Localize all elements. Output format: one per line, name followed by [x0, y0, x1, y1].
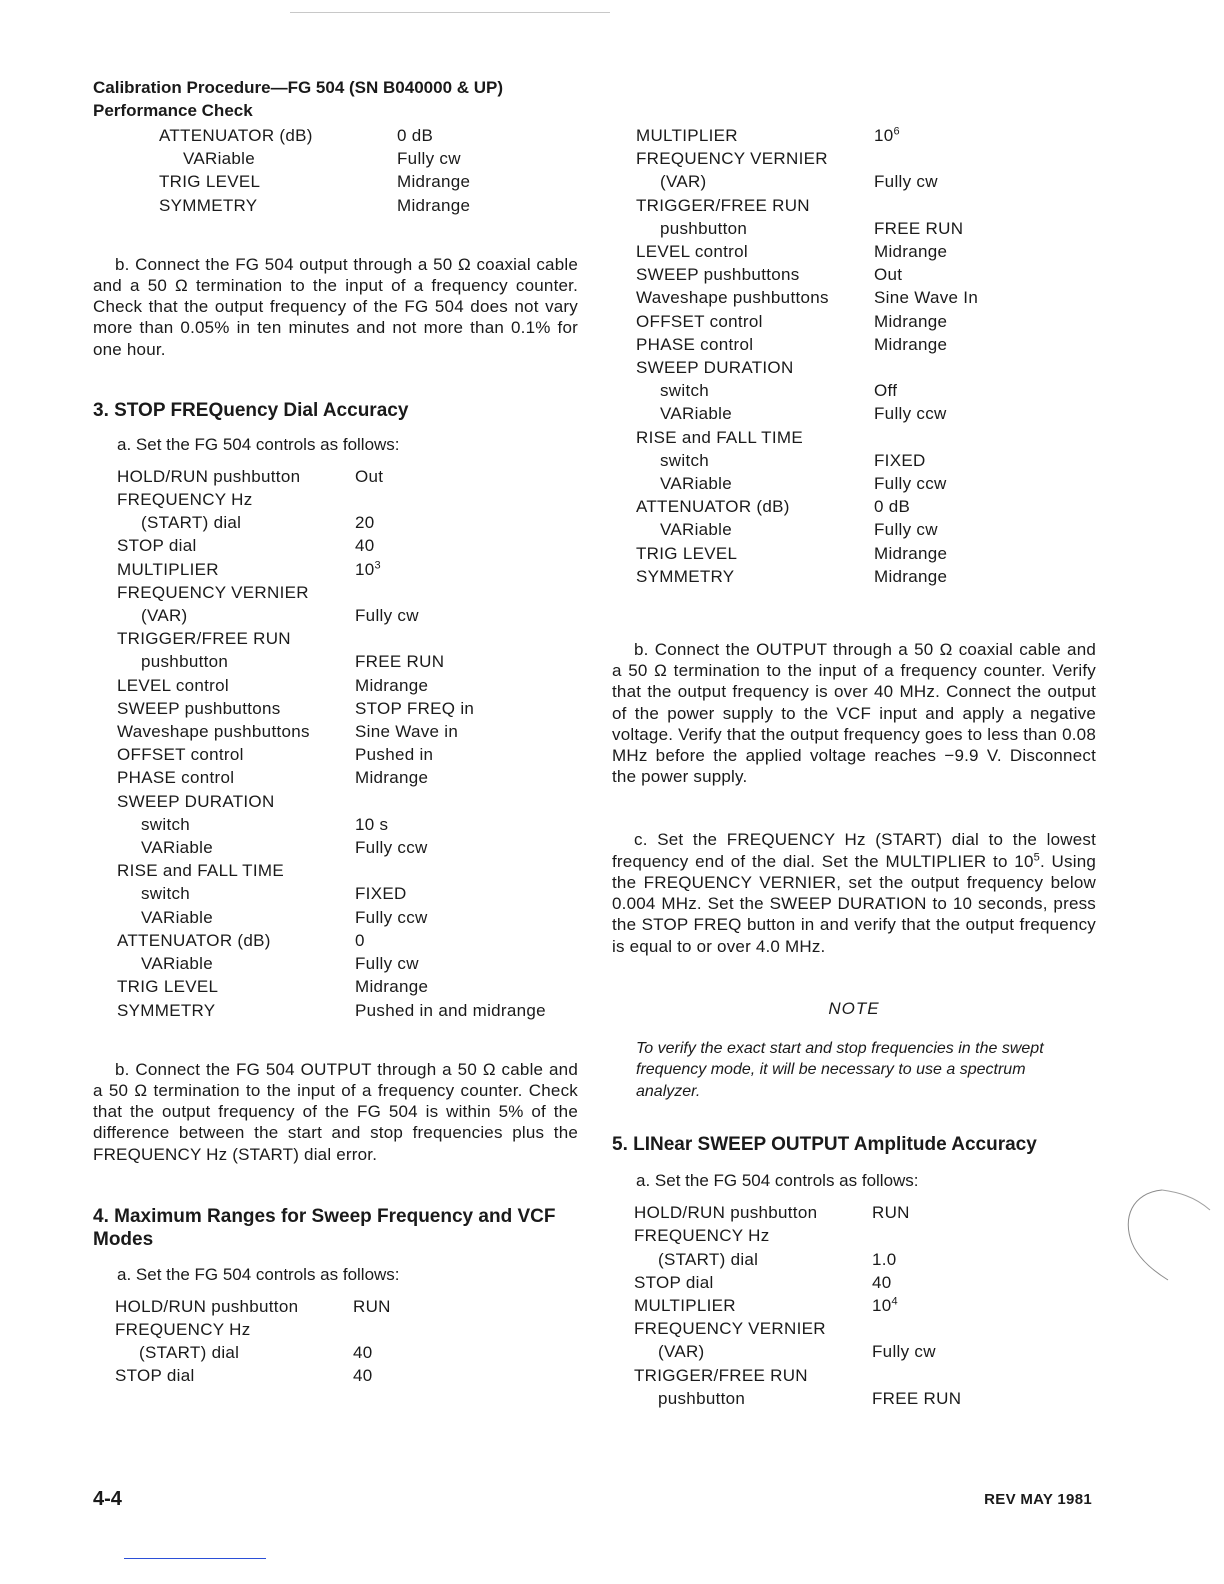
section-4b-text: b. Connect the OUTPUT through a 50 Ω coaxial cable and a 50 Ω termination to the input of a frequency counter. Verify that the output frequency is over 40 MHz. Connect the output of the power supply to the VCF input and apply a negative voltage. Verify that the output frequency goes to less than 0.08 MHz before the applied voltage reaches −9.9 V. Disconnect the power supply. [612, 640, 1096, 787]
control-setting: FREE RUN [355, 652, 445, 672]
control-setting: Midrange [874, 334, 948, 354]
control-setting: 40 [355, 536, 375, 556]
control-name: LEVEL control [636, 242, 748, 262]
control-row [636, 449, 978, 472]
control-name: STOP dial [117, 536, 197, 556]
control-setting: 0 dB [874, 497, 911, 517]
control-setting: Fully ccw [355, 838, 428, 858]
note-body: To verify the exact start and stop frequencies in the swept frequency mode, it will be necessary to use a spectrum analyzer. [636, 1039, 1044, 1100]
control-row [636, 495, 978, 518]
control-name: ATTENUATOR (dB) [636, 497, 790, 517]
control-setting [872, 1317, 961, 1340]
control-setting: 40 [353, 1343, 373, 1363]
control-name: VARiable [660, 520, 733, 540]
control-name: VARiable [141, 838, 214, 858]
control-row [636, 263, 978, 286]
control-name: RISE and FALL TIME [117, 861, 284, 881]
control-row [636, 565, 978, 588]
section-4-controls-table [115, 1295, 391, 1388]
control-name: (VAR) [660, 172, 707, 192]
page-header [93, 76, 503, 122]
control-row [117, 952, 546, 975]
control-row [117, 534, 546, 557]
control-setting: Pushed in [355, 745, 434, 765]
control-name: HOLD/RUN pushbutton [115, 1296, 299, 1316]
control-setting: FIXED [355, 884, 407, 904]
note-title: NOTE [828, 998, 880, 1018]
control-row [117, 929, 546, 952]
control-name: ATTENUATOR (dB) [159, 126, 313, 145]
control-name: switch [660, 381, 710, 401]
control-row [634, 1271, 961, 1294]
control-row [636, 147, 978, 170]
control-row [634, 1364, 961, 1387]
control-setting: STOP FREQ in [355, 698, 475, 718]
control-name: (START) dial [658, 1249, 759, 1269]
control-setting [874, 356, 978, 379]
control-row [117, 999, 546, 1022]
control-row [117, 790, 546, 813]
margin-pencil-mark [1122, 1188, 1212, 1288]
control-setting [355, 627, 546, 650]
control-setting: Midrange [397, 172, 471, 192]
control-name: (START) dial [139, 1343, 240, 1363]
control-row [117, 766, 546, 789]
control-setting: $10^4$ [872, 1295, 898, 1316]
control-name: VARiable [141, 907, 214, 927]
control-setting: Out [355, 466, 384, 486]
control-name: PHASE control [636, 334, 754, 354]
control-setting: Midrange [874, 242, 948, 262]
control-name: HOLD/RUN pushbutton [634, 1203, 818, 1223]
control-row [636, 402, 978, 425]
left-column [93, 124, 578, 1388]
header-subtitle: Performance Check [93, 101, 253, 120]
control-name: TRIGGER/FREE RUN [636, 195, 810, 215]
control-name: SYMMETRY [159, 195, 258, 215]
control-setting: Fully ccw [355, 907, 428, 927]
control-row [159, 147, 470, 170]
section-4c-text-pre: c. Set the FREQUENCY Hz (START) dial to the lowest frequency end of the dial. Set the MULTIPLIER to 10 [612, 830, 1096, 871]
control-row [636, 333, 978, 356]
bottom-link-underline [124, 1558, 266, 1559]
control-name: MULTIPLIER [117, 559, 219, 579]
control-name: VARiable [660, 404, 733, 424]
control-name: pushbutton [658, 1388, 746, 1408]
control-name: SYMMETRY [117, 1000, 216, 1020]
control-name: switch [660, 450, 710, 470]
section-5-controls-table [634, 1201, 961, 1410]
control-name: (START) dial [141, 513, 242, 533]
control-setting [872, 1224, 961, 1247]
setting-exponent: 4 [891, 1295, 898, 1308]
control-setting: RUN [353, 1296, 391, 1316]
control-name: pushbutton [141, 652, 229, 672]
control-row [117, 511, 546, 534]
control-setting: RUN [872, 1203, 910, 1223]
control-name: SWEEP pushbuttons [117, 698, 281, 718]
control-row [636, 472, 978, 495]
control-row [634, 1201, 961, 1224]
control-setting: FIXED [874, 450, 926, 470]
section-3b-text: b. Connect the FG 504 OUTPUT through a 50 Ω cable and a 50 Ω termination to the input of a frequency counter. Check that the output frequency of the FG 504 is within 5% of the difference between the start and stop frequencies plus the FREQUENCY Hz (START) dial error. [93, 1059, 578, 1164]
section-4c-text-post: . Using the FREQUENCY VERNIER, set the output frequency below 0.004 MHz. Set the SWEEP DURATION to 10 seconds, press the STOP FREQ button in and verify that the output frequency is equal to or over 4.0 MHz. [612, 851, 1096, 956]
control-row [117, 813, 546, 836]
top-controls-table [159, 124, 470, 217]
control-setting: Midrange [355, 977, 429, 997]
control-row [117, 627, 546, 650]
control-setting [874, 147, 978, 170]
control-setting [355, 790, 546, 813]
control-name: (VAR) [141, 606, 188, 626]
section-4-lead: a. Set the FG 504 controls as follows: [117, 1264, 400, 1284]
control-setting: Sine Wave In [874, 288, 979, 308]
control-name: FREQUENCY VERNIER [636, 149, 828, 169]
control-name: RISE and FALL TIME [636, 427, 803, 447]
control-row [636, 194, 978, 217]
control-row [636, 217, 978, 240]
control-name: TRIG LEVEL [636, 543, 738, 563]
control-row [636, 356, 978, 379]
control-name: FREQUENCY Hz [117, 490, 253, 510]
control-row [117, 697, 546, 720]
control-row [117, 581, 546, 604]
control-setting: 40 [353, 1366, 373, 1386]
control-name: pushbutton [660, 218, 748, 238]
section-5-controls-wrap [612, 1201, 1096, 1410]
control-row [636, 286, 978, 309]
control-name: SYMMETRY [636, 566, 735, 586]
control-name: ATTENUATOR (dB) [117, 930, 271, 950]
setting-exponent: 3 [374, 558, 381, 571]
control-setting: Fully ccw [874, 474, 947, 494]
control-name: (VAR) [658, 1342, 705, 1362]
control-row [634, 1340, 961, 1363]
control-setting: 40 [872, 1272, 892, 1292]
control-name: FREQUENCY VERNIER [117, 582, 309, 602]
control-row [636, 518, 978, 541]
control-row [634, 1294, 961, 1317]
control-row [117, 743, 546, 766]
top-controls-wrap [93, 124, 578, 217]
control-setting: Off [874, 381, 898, 401]
control-setting: 0 dB [397, 126, 434, 145]
control-setting: 1.0 [872, 1249, 897, 1269]
control-row [636, 542, 978, 565]
control-name: VARiable [660, 474, 733, 494]
control-setting: Fully cw [874, 172, 938, 192]
control-row [636, 379, 978, 402]
control-setting [874, 426, 978, 449]
control-name: FREQUENCY VERNIER [634, 1319, 826, 1339]
section-4b-paragraph [612, 639, 1096, 787]
control-name: OFFSET control [117, 745, 244, 765]
control-name: STOP dial [634, 1272, 714, 1292]
control-row [636, 124, 978, 147]
revision-label: REV MAY 1981 [984, 1491, 1092, 1508]
control-setting: Fully cw [872, 1342, 936, 1362]
control-name: SWEEP DURATION [636, 358, 794, 378]
control-setting: 10 s [355, 814, 389, 834]
section-4-controls-wrap [93, 1295, 578, 1388]
control-name: SWEEP pushbuttons [636, 265, 800, 285]
control-row [117, 975, 546, 998]
control-row [636, 310, 978, 333]
section-4-controls-cont-table [636, 124, 978, 588]
control-name: TRIG LEVEL [159, 172, 261, 192]
control-row [115, 1364, 391, 1387]
control-row [117, 836, 546, 859]
control-row [115, 1295, 391, 1318]
control-setting [353, 1318, 391, 1341]
control-name: VARiable [183, 149, 256, 169]
control-setting: Out [874, 265, 903, 285]
control-row [117, 604, 546, 627]
control-row [636, 170, 978, 193]
control-setting: 0 [355, 930, 365, 950]
step-2b-text: b. Connect the FG 504 output through a 50 Ω coaxial cable and a 50 Ω termination to the input of a frequency counter. Check that the output frequency of the FG 504 does not vary more than 0.05% in ten minutes and not more than 0.1% for one hour. [93, 254, 578, 359]
section-3-controls-wrap [93, 465, 578, 1022]
page-number: 4-4 [93, 1488, 122, 1510]
control-row [636, 240, 978, 263]
control-row [634, 1224, 961, 1247]
control-setting: 20 [355, 513, 375, 533]
control-name: Waveshape pushbuttons [636, 288, 829, 308]
section-4-title: 4. Maximum Ranges for Sweep Frequency and VCF Modes [93, 1205, 556, 1250]
control-row [117, 882, 546, 905]
control-setting: Midrange [874, 543, 948, 563]
control-setting: Midrange [874, 311, 948, 331]
step-2b-paragraph [93, 254, 578, 360]
setting-exponent: 6 [893, 125, 900, 138]
control-name: MULTIPLIER [636, 126, 738, 145]
control-setting: Fully cw [397, 149, 461, 169]
section-3-title: 3. STOP FREQuency Dial Accuracy [93, 399, 409, 421]
control-row [115, 1318, 391, 1341]
section-3b-paragraph [93, 1059, 578, 1165]
control-row [159, 170, 470, 193]
control-row [117, 650, 546, 673]
control-row [634, 1387, 961, 1410]
section-5-lead: a. Set the FG 504 controls as follows: [636, 1171, 919, 1191]
control-name: LEVEL control [117, 675, 229, 695]
section-5-title: 5. LINear SWEEP OUTPUT Amplitude Accuracy [612, 1134, 1037, 1156]
control-row [159, 194, 470, 217]
control-setting: Midrange [874, 566, 948, 586]
control-setting: Midrange [397, 195, 471, 215]
control-row [117, 674, 546, 697]
control-name: OFFSET control [636, 311, 763, 331]
right-column [612, 124, 1096, 1410]
section-4c-exponent: 5 [1033, 851, 1040, 864]
control-row [117, 488, 546, 511]
control-row [117, 558, 546, 581]
control-setting [355, 581, 546, 604]
control-row [634, 1248, 961, 1271]
control-name: STOP dial [115, 1366, 195, 1386]
control-setting [874, 194, 978, 217]
control-name: TRIGGER/FREE RUN [117, 629, 291, 649]
control-name: SWEEP DURATION [117, 791, 275, 811]
control-name: switch [141, 814, 191, 834]
control-row [159, 124, 470, 147]
control-name: TRIGGER/FREE RUN [634, 1365, 808, 1385]
control-name: FREQUENCY Hz [115, 1319, 251, 1339]
control-setting: Pushed in and midrange [355, 1000, 546, 1020]
control-name: TRIG LEVEL [117, 977, 219, 997]
section-3-controls-table [117, 465, 546, 1022]
control-setting: $10^3$ [355, 558, 381, 579]
control-row [117, 859, 546, 882]
control-name: MULTIPLIER [634, 1296, 736, 1316]
control-setting: Midrange [355, 768, 429, 788]
control-setting [872, 1364, 961, 1387]
control-setting [355, 859, 546, 882]
control-row [634, 1317, 961, 1340]
header-title: Calibration Procedure—FG 504 (SN B040000 & UP) [93, 78, 504, 97]
control-setting: FREE RUN [872, 1388, 962, 1408]
control-setting: Fully cw [355, 606, 419, 626]
section-4-controls-cont-wrap [612, 124, 1096, 588]
control-name: HOLD/RUN pushbutton [117, 466, 301, 486]
control-setting: FREE RUN [874, 218, 964, 238]
control-setting: $10^6$ [874, 125, 900, 145]
control-setting: Midrange [355, 675, 429, 695]
control-name: PHASE control [117, 768, 235, 788]
control-row [115, 1341, 391, 1364]
section-3-lead: a. Set the FG 504 controls as follows: [117, 434, 400, 454]
control-name: switch [141, 884, 191, 904]
top-rule [290, 12, 610, 13]
section-4c-paragraph [612, 829, 1096, 956]
control-row [117, 906, 546, 929]
control-row [636, 426, 978, 449]
control-setting: Sine Wave in [355, 722, 459, 742]
control-setting: Fully ccw [874, 404, 947, 424]
control-name: FREQUENCY Hz [634, 1226, 770, 1246]
control-row [117, 720, 546, 743]
control-row [117, 465, 546, 488]
control-setting: Fully cw [355, 954, 419, 974]
control-name: Waveshape pushbuttons [117, 722, 310, 742]
control-setting: Fully cw [874, 520, 938, 540]
control-setting [355, 488, 546, 511]
control-name: VARiable [141, 954, 214, 974]
